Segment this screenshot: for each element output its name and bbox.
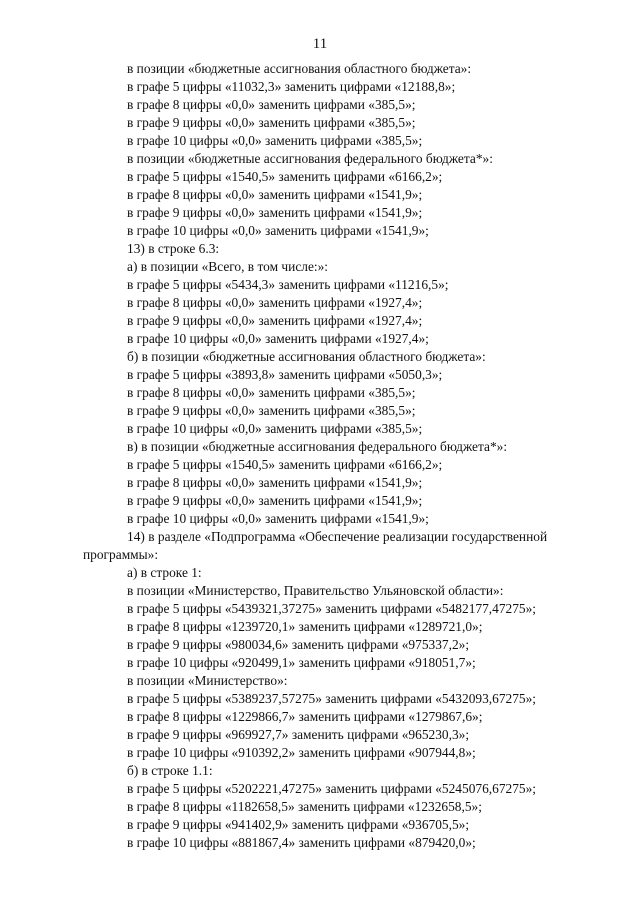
text-line: 13) в строке 6.3:: [127, 241, 220, 256]
text-line: в графе 10 цифры «0,0» заменить цифрами «1541,9»;: [127, 223, 429, 238]
text-line: б) в строке 1.1:: [127, 763, 213, 778]
page-number: 11: [312, 36, 328, 52]
text-line: в позиции «Министерство»:: [127, 673, 288, 688]
text-line: в графе 9 цифры «0,0» заменить цифрами «385,5»;: [127, 403, 416, 418]
text-line: в графе 10 цифры «0,0» заменить цифрами «1541,9»;: [127, 511, 429, 526]
text-line: программы»:: [83, 547, 159, 562]
text-line: в позиции «бюджетные ассигнования федерального бюджета*»:: [127, 151, 493, 166]
text-line: в графе 10 цифры «0,0» заменить цифрами «385,5»;: [127, 421, 423, 436]
text-line: в позиции «Министерство, Правительство Ульяновской области»:: [127, 583, 504, 598]
text-line: в) в позиции «бюджетные ассигнования федерального бюджета*»:: [127, 439, 508, 454]
text-line: в графе 8 цифры «0,0» заменить цифрами «1541,9»;: [127, 187, 423, 202]
text-line: в графе 9 цифры «0,0» заменить цифрами «385,5»;: [127, 115, 416, 130]
text-line: в графе 5 цифры «5434,3» заменить цифрами «11216,5»;: [127, 277, 449, 292]
text-line: б) в позиции «бюджетные ассигнования областного бюджета»:: [127, 349, 486, 364]
text-line: в графе 8 цифры «0,0» заменить цифрами «1927,4»;: [127, 295, 423, 310]
text-line: в графе 8 цифры «0,0» заменить цифрами «1541,9»;: [127, 475, 423, 490]
text-line: в графе 8 цифры «1229866,7» заменить цифрами «1279867,6»;: [127, 709, 483, 724]
text-line: в позиции «бюджетные ассигнования областного бюджета»:: [127, 61, 472, 76]
text-line: в графе 8 цифры «0,0» заменить цифрами «385,5»;: [127, 97, 416, 112]
text-line: а) в строке 1:: [127, 565, 202, 580]
text-line: в графе 9 цифры «0,0» заменить цифрами «1541,9»;: [127, 493, 423, 508]
text-line: в графе 10 цифры «0,0» заменить цифрами «385,5»;: [127, 133, 423, 148]
text-line: в графе 9 цифры «941402,9» заменить цифрами «936705,5»;: [127, 817, 470, 832]
text-line: в графе 5 цифры «5439321,37275» заменить цифрами «5482177,47275»;: [127, 601, 537, 616]
text-line: в графе 10 цифры «0,0» заменить цифрами «1927,4»;: [127, 331, 429, 346]
text-line: в графе 5 цифры «1540,5» заменить цифрами «6166,2»;: [127, 457, 443, 472]
text-line: 14) в разделе «Подпрограмма «Обеспечение реализации государственной: [127, 529, 548, 544]
text-line: в графе 5 цифры «5202221,47275» заменить цифрами «5245076,67275»;: [127, 781, 537, 796]
text-line: в графе 9 цифры «969927,7» заменить цифрами «965230,3»;: [127, 727, 470, 742]
text-line: в графе 5 цифры «3893,8» заменить цифрами «5050,3»;: [127, 367, 443, 382]
text-line: в графе 5 цифры «5389237,57275» заменить цифрами «5432093,67275»;: [127, 691, 537, 706]
text-line: в графе 10 цифры «910392,2» заменить цифрами «907944,8»;: [127, 745, 476, 760]
text-line: в графе 8 цифры «1182658,5» заменить цифрами «1232658,5»;: [127, 799, 482, 814]
text-line: в графе 9 цифры «980034,6» заменить цифрами «975337,2»;: [127, 637, 470, 652]
text-line: а) в позиции «Всего, в том числе:»:: [127, 259, 329, 274]
text-line: в графе 8 цифры «1239720,1» заменить цифрами «1289721,0»;: [127, 619, 483, 634]
text-line: в графе 5 цифры «11032,3» заменить цифрами «12188,8»;: [127, 79, 456, 94]
text-line: в графе 9 цифры «0,0» заменить цифрами «1927,4»;: [127, 313, 423, 328]
text-line: в графе 10 цифры «920499,1» заменить цифрами «918051,7»;: [127, 655, 476, 670]
text-line: в графе 9 цифры «0,0» заменить цифрами «1541,9»;: [127, 205, 423, 220]
text-line: в графе 5 цифры «1540,5» заменить цифрами «6166,2»;: [127, 169, 443, 184]
text-line: в графе 8 цифры «0,0» заменить цифрами «385,5»;: [127, 385, 416, 400]
text-line: в графе 10 цифры «881867,4» заменить цифрами «879420,0»;: [127, 835, 476, 850]
